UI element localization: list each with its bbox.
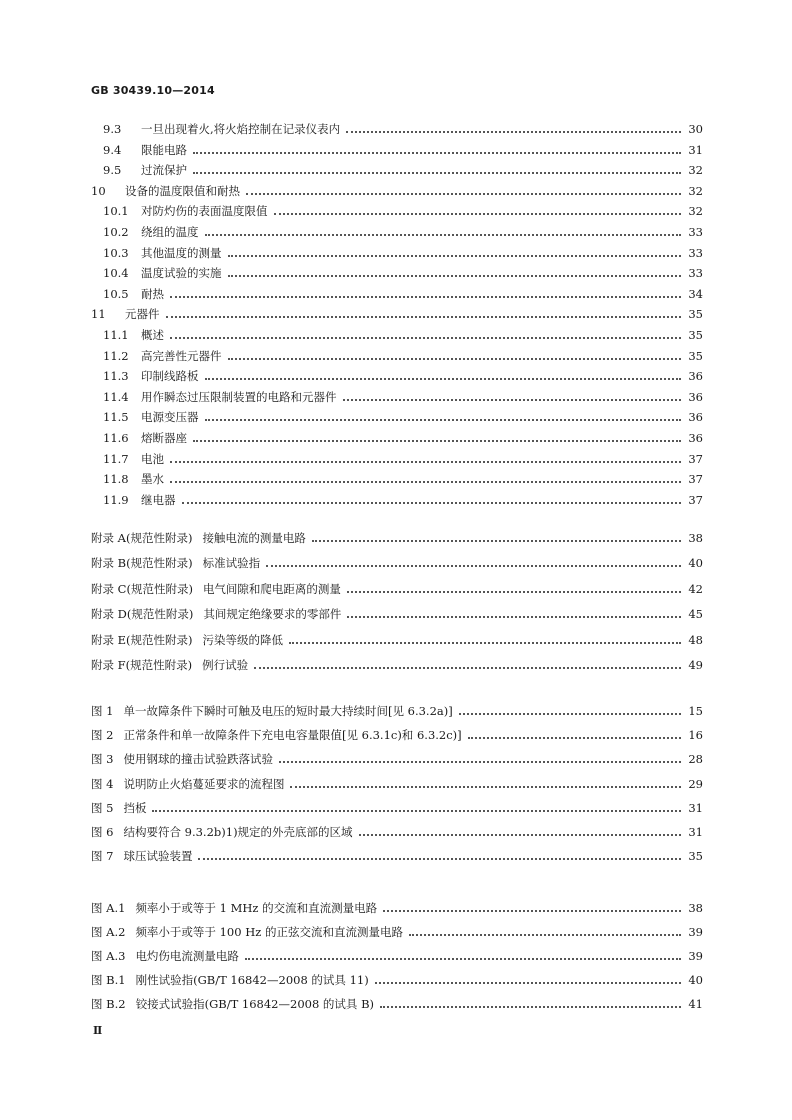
toc-entry[interactable] <box>91 798 703 818</box>
toc-entry-title: 电灼伤电流测量电路 <box>135 948 239 963</box>
toc-entry-page: 33 <box>688 266 703 281</box>
dot-leader <box>193 150 681 154</box>
toc-entry-page: 39 <box>688 948 703 963</box>
toc-entry-number: 图 4 <box>91 776 114 791</box>
toc-entry[interactable] <box>91 604 703 624</box>
toc-entry-number: 图 A.1 <box>91 901 126 915</box>
toc-entry-number: 图 A.2 <box>91 924 126 939</box>
toc-entry-title: 频率小于或等于 1 MHz 的交流和直流测量电路 <box>135 901 378 915</box>
toc-entry-page: 33 <box>688 245 703 260</box>
toc-entry-page: 37 <box>688 472 703 487</box>
toc-entry[interactable] <box>91 846 703 866</box>
toc-entry[interactable] <box>91 579 703 599</box>
toc-entry-title: 球压试验装置 <box>123 849 193 864</box>
dot-leader <box>254 665 681 669</box>
toc-entry-title: 熔断器座 <box>141 431 187 445</box>
toc-entry[interactable] <box>91 701 703 721</box>
toc-entry-title: 印制线路板 <box>141 369 199 384</box>
dot-leader <box>246 191 681 195</box>
toc-entry[interactable] <box>103 140 703 160</box>
dot-leader <box>380 1004 681 1008</box>
toc-entry-page: 49 <box>688 658 703 672</box>
toc-entry-page: 30 <box>688 122 703 136</box>
toc-entry-number: 附录 D(规范性附录) <box>91 607 194 622</box>
dot-leader <box>205 232 682 236</box>
dot-leader <box>279 759 681 763</box>
toc-entry-number: 11 <box>91 307 106 322</box>
toc-entry-number: 11.9 <box>103 492 129 507</box>
dot-leader <box>170 479 681 483</box>
dot-leader <box>205 376 682 380</box>
toc-entry[interactable] <box>103 243 703 263</box>
toc-entry[interactable] <box>103 201 703 221</box>
toc-entry-number: 图 7 <box>91 849 114 864</box>
toc-entry-page: 16 <box>688 728 703 743</box>
toc-entry-title: 过流保护 <box>141 163 187 178</box>
toc-entry-title: 其间规定绝缘要求的零部件 <box>203 607 342 622</box>
toc-entry-page: 35 <box>688 849 703 864</box>
toc-entry-title: 挡板 <box>123 800 147 815</box>
toc-entry-title: 设备的温度限值和耐热 <box>125 183 240 198</box>
dot-leader <box>152 808 681 812</box>
toc-entry[interactable] <box>103 222 703 242</box>
dot-leader <box>166 314 682 318</box>
dot-leader <box>274 211 682 215</box>
toc-entry-page: 36 <box>688 431 703 445</box>
toc-entry[interactable] <box>103 325 703 345</box>
toc-entry-number: 图 B.1 <box>91 972 126 987</box>
dot-leader <box>245 956 681 960</box>
toc-entry-number: 10.5 <box>103 286 129 301</box>
dot-leader <box>228 253 682 257</box>
toc-entry-title: 墨水 <box>141 472 164 487</box>
toc-entry-page: 35 <box>688 328 703 342</box>
toc-entry-title: 绕组的温度 <box>141 225 199 239</box>
toc-entry-page: 36 <box>688 369 703 384</box>
toc-entry-title: 一旦出现着火,将火焰控制在记录仪表内 <box>141 122 341 136</box>
toc-entry-number: 10.1 <box>103 204 129 219</box>
toc-entry[interactable] <box>103 366 703 386</box>
toc-entry-number: 图 3 <box>91 752 114 767</box>
toc-entry-title: 耐热 <box>141 286 164 301</box>
toc-entry-number: 10.2 <box>103 225 129 239</box>
toc-entry-number: 11.5 <box>103 410 129 425</box>
toc-entry-page: 34 <box>688 286 703 301</box>
dot-leader <box>205 417 682 421</box>
page-number: Ⅱ <box>93 1024 102 1037</box>
standard-header: GB 30439.10—2014 <box>91 84 215 97</box>
toc-entry-page: 32 <box>688 183 703 198</box>
toc-entry[interactable] <box>91 774 703 794</box>
toc-entry-title: 说明防止火焰蔓延要求的流程图 <box>123 776 285 791</box>
toc-entry-page: 32 <box>688 163 703 178</box>
toc-entry-page: 31 <box>688 800 703 815</box>
dot-leader <box>170 335 681 339</box>
toc-entry[interactable] <box>91 898 703 918</box>
toc-entry[interactable] <box>91 304 703 324</box>
toc-entry-title: 刚性试验指(GB/T 16842—2008 的试具 11) <box>135 972 369 987</box>
toc-entry-page: 38 <box>688 531 703 545</box>
toc-entry-page: 35 <box>688 348 703 363</box>
toc-entry-number: 附录 B(规范性附录) <box>91 556 193 571</box>
toc-entry-page: 38 <box>688 901 703 915</box>
toc-entry[interactable] <box>91 553 703 573</box>
toc-entry-title: 结构要符合 9.3.2b)1)规定的外壳底部的区域 <box>123 825 353 839</box>
toc-entry-number: 11.3 <box>103 369 129 384</box>
toc-entry-title: 污染等级的降低 <box>202 632 284 647</box>
toc-entry-page: 48 <box>688 632 703 647</box>
toc-entry-title: 高完善性元器件 <box>141 348 222 363</box>
dot-leader <box>312 538 681 542</box>
toc-entry[interactable] <box>103 119 703 139</box>
toc-entry-page: 33 <box>688 225 703 239</box>
dot-leader <box>182 500 682 504</box>
toc-entry-number: 附录 F(规范性附录) <box>91 658 193 672</box>
toc-entry[interactable] <box>103 490 703 510</box>
toc-entry-title: 铰接式试验指(GB/T 16842—2008 的试具 B) <box>135 996 375 1011</box>
toc-entry-title: 用作瞬态过压限制装置的电路和元器件 <box>141 389 337 404</box>
toc-entry-title: 正常条件和单一故障条件下充电电容量限值[见 6.3.1c)和 6.3.2c)] <box>123 728 462 743</box>
toc-entry[interactable] <box>91 922 703 942</box>
toc-entry-title: 对防灼伤的表面温度限值 <box>141 204 268 219</box>
toc-entry-number: 图 B.2 <box>91 996 126 1011</box>
toc-entry-page: 37 <box>688 451 703 466</box>
toc-entry-number: 11.7 <box>103 451 129 466</box>
toc-entry-page: 36 <box>688 410 703 425</box>
toc-entry-number: 附录 E(规范性附录) <box>91 632 193 647</box>
toc-entry[interactable] <box>103 449 703 469</box>
dot-leader <box>198 856 681 860</box>
toc-entry[interactable] <box>103 263 703 283</box>
dot-leader <box>228 356 682 360</box>
toc-entry-number: 图 1 <box>91 704 114 718</box>
toc-entry-page: 15 <box>688 704 703 718</box>
dot-leader <box>347 589 681 593</box>
toc-entry-number: 图 5 <box>91 800 114 815</box>
toc-entry-number: 10.3 <box>103 245 129 260</box>
toc-entry-title: 单一故障条件下瞬时可触及电压的短时最大持续时间[见 6.3.2a)] <box>123 704 453 718</box>
toc-entry-page: 40 <box>688 556 703 571</box>
toc-entry-number: 9.4 <box>103 142 122 157</box>
toc-entry[interactable] <box>91 181 703 201</box>
toc-entry-title: 概述 <box>141 328 164 342</box>
toc-entry-title: 其他温度的测量 <box>141 245 222 260</box>
toc-entry-number: 附录 C(规范性附录) <box>91 581 193 596</box>
toc-entry[interactable] <box>103 284 703 304</box>
toc-entry-number: 9.5 <box>103 163 122 178</box>
toc-entry-number: 图 A.3 <box>91 948 126 963</box>
toc-entry-title: 限能电路 <box>141 142 187 157</box>
toc-entry-title: 例行试验 <box>202 658 249 672</box>
toc-entry-page: 40 <box>688 972 703 987</box>
toc-entry[interactable] <box>103 387 703 407</box>
dot-leader <box>228 273 682 277</box>
toc-entry[interactable] <box>91 528 703 548</box>
dot-leader <box>409 932 681 936</box>
toc-entry-page: 39 <box>688 924 703 939</box>
toc-entry-number: 11.4 <box>103 389 129 404</box>
toc-entry-page: 35 <box>688 307 703 322</box>
toc-entry-title: 使用钢球的撞击试验跌落试验 <box>123 752 273 767</box>
toc-entry-number: 11.6 <box>103 431 129 445</box>
toc-entry-page: 37 <box>688 492 703 507</box>
toc-entry-number: 9.3 <box>103 122 122 136</box>
toc-entry[interactable] <box>103 428 703 448</box>
dot-leader <box>468 735 681 739</box>
toc-entry-title: 元器件 <box>125 307 160 322</box>
dot-leader <box>290 784 681 788</box>
toc-entry-page: 45 <box>688 607 703 622</box>
dot-leader <box>289 640 681 644</box>
toc-entry[interactable] <box>103 160 703 180</box>
dot-leader <box>343 397 682 401</box>
toc-entry-title: 电源变压器 <box>141 410 199 425</box>
toc-entry-page: 36 <box>688 389 703 404</box>
toc-entry[interactable] <box>91 946 703 966</box>
dot-leader <box>383 908 681 912</box>
dot-leader <box>346 129 681 133</box>
toc-entry-number: 10 <box>91 183 106 198</box>
toc-entry-title: 标准试验指 <box>202 556 261 571</box>
toc-entry-number: 图 2 <box>91 728 114 743</box>
dot-leader <box>170 294 681 298</box>
toc-entry-number: 11.1 <box>103 328 129 342</box>
toc-entry-number: 图 6 <box>91 825 114 839</box>
toc-entry[interactable] <box>91 970 703 990</box>
toc-entry-title: 温度试验的实施 <box>141 266 222 281</box>
toc-entry-page: 29 <box>688 776 703 791</box>
dot-leader <box>375 980 681 984</box>
toc-entry-title: 频率小于或等于 100 Hz 的正弦交流和直流测量电路 <box>135 924 403 939</box>
toc-entry[interactable] <box>91 822 703 842</box>
toc-entry-number: 10.4 <box>103 266 129 281</box>
toc-entry-title: 接触电流的测量电路 <box>202 531 306 545</box>
dot-leader <box>266 563 681 567</box>
toc-entry[interactable] <box>91 749 703 769</box>
toc-entry-number: 11.2 <box>103 348 129 363</box>
toc-entry[interactable] <box>91 630 703 650</box>
dot-leader <box>459 711 681 715</box>
toc-entry[interactable] <box>91 655 703 675</box>
toc-entry-title: 电池 <box>141 451 164 466</box>
dot-leader <box>193 438 681 442</box>
toc-entry-title: 继电器 <box>141 492 176 507</box>
dot-leader <box>347 614 681 618</box>
toc-entry-title: 电气间隙和爬电距离的测量 <box>202 581 341 596</box>
dot-leader <box>193 170 681 174</box>
toc-entry[interactable] <box>103 346 703 366</box>
toc-entry-page: 31 <box>688 142 703 157</box>
toc-entry-page: 42 <box>688 581 703 596</box>
toc-entry-page: 41 <box>688 996 703 1011</box>
toc-entry-number: 附录 A(规范性附录) <box>91 531 193 545</box>
toc-entry-page: 31 <box>688 825 703 839</box>
toc-entry-page: 28 <box>688 752 703 767</box>
toc-entry[interactable] <box>91 994 703 1014</box>
dot-leader <box>359 832 681 836</box>
toc-entry[interactable] <box>91 725 703 745</box>
toc-entry-page: 32 <box>688 204 703 219</box>
toc-entry-number: 11.8 <box>103 472 129 487</box>
toc-entry[interactable] <box>103 407 703 427</box>
toc-entry[interactable] <box>103 469 703 489</box>
dot-leader <box>170 459 681 463</box>
